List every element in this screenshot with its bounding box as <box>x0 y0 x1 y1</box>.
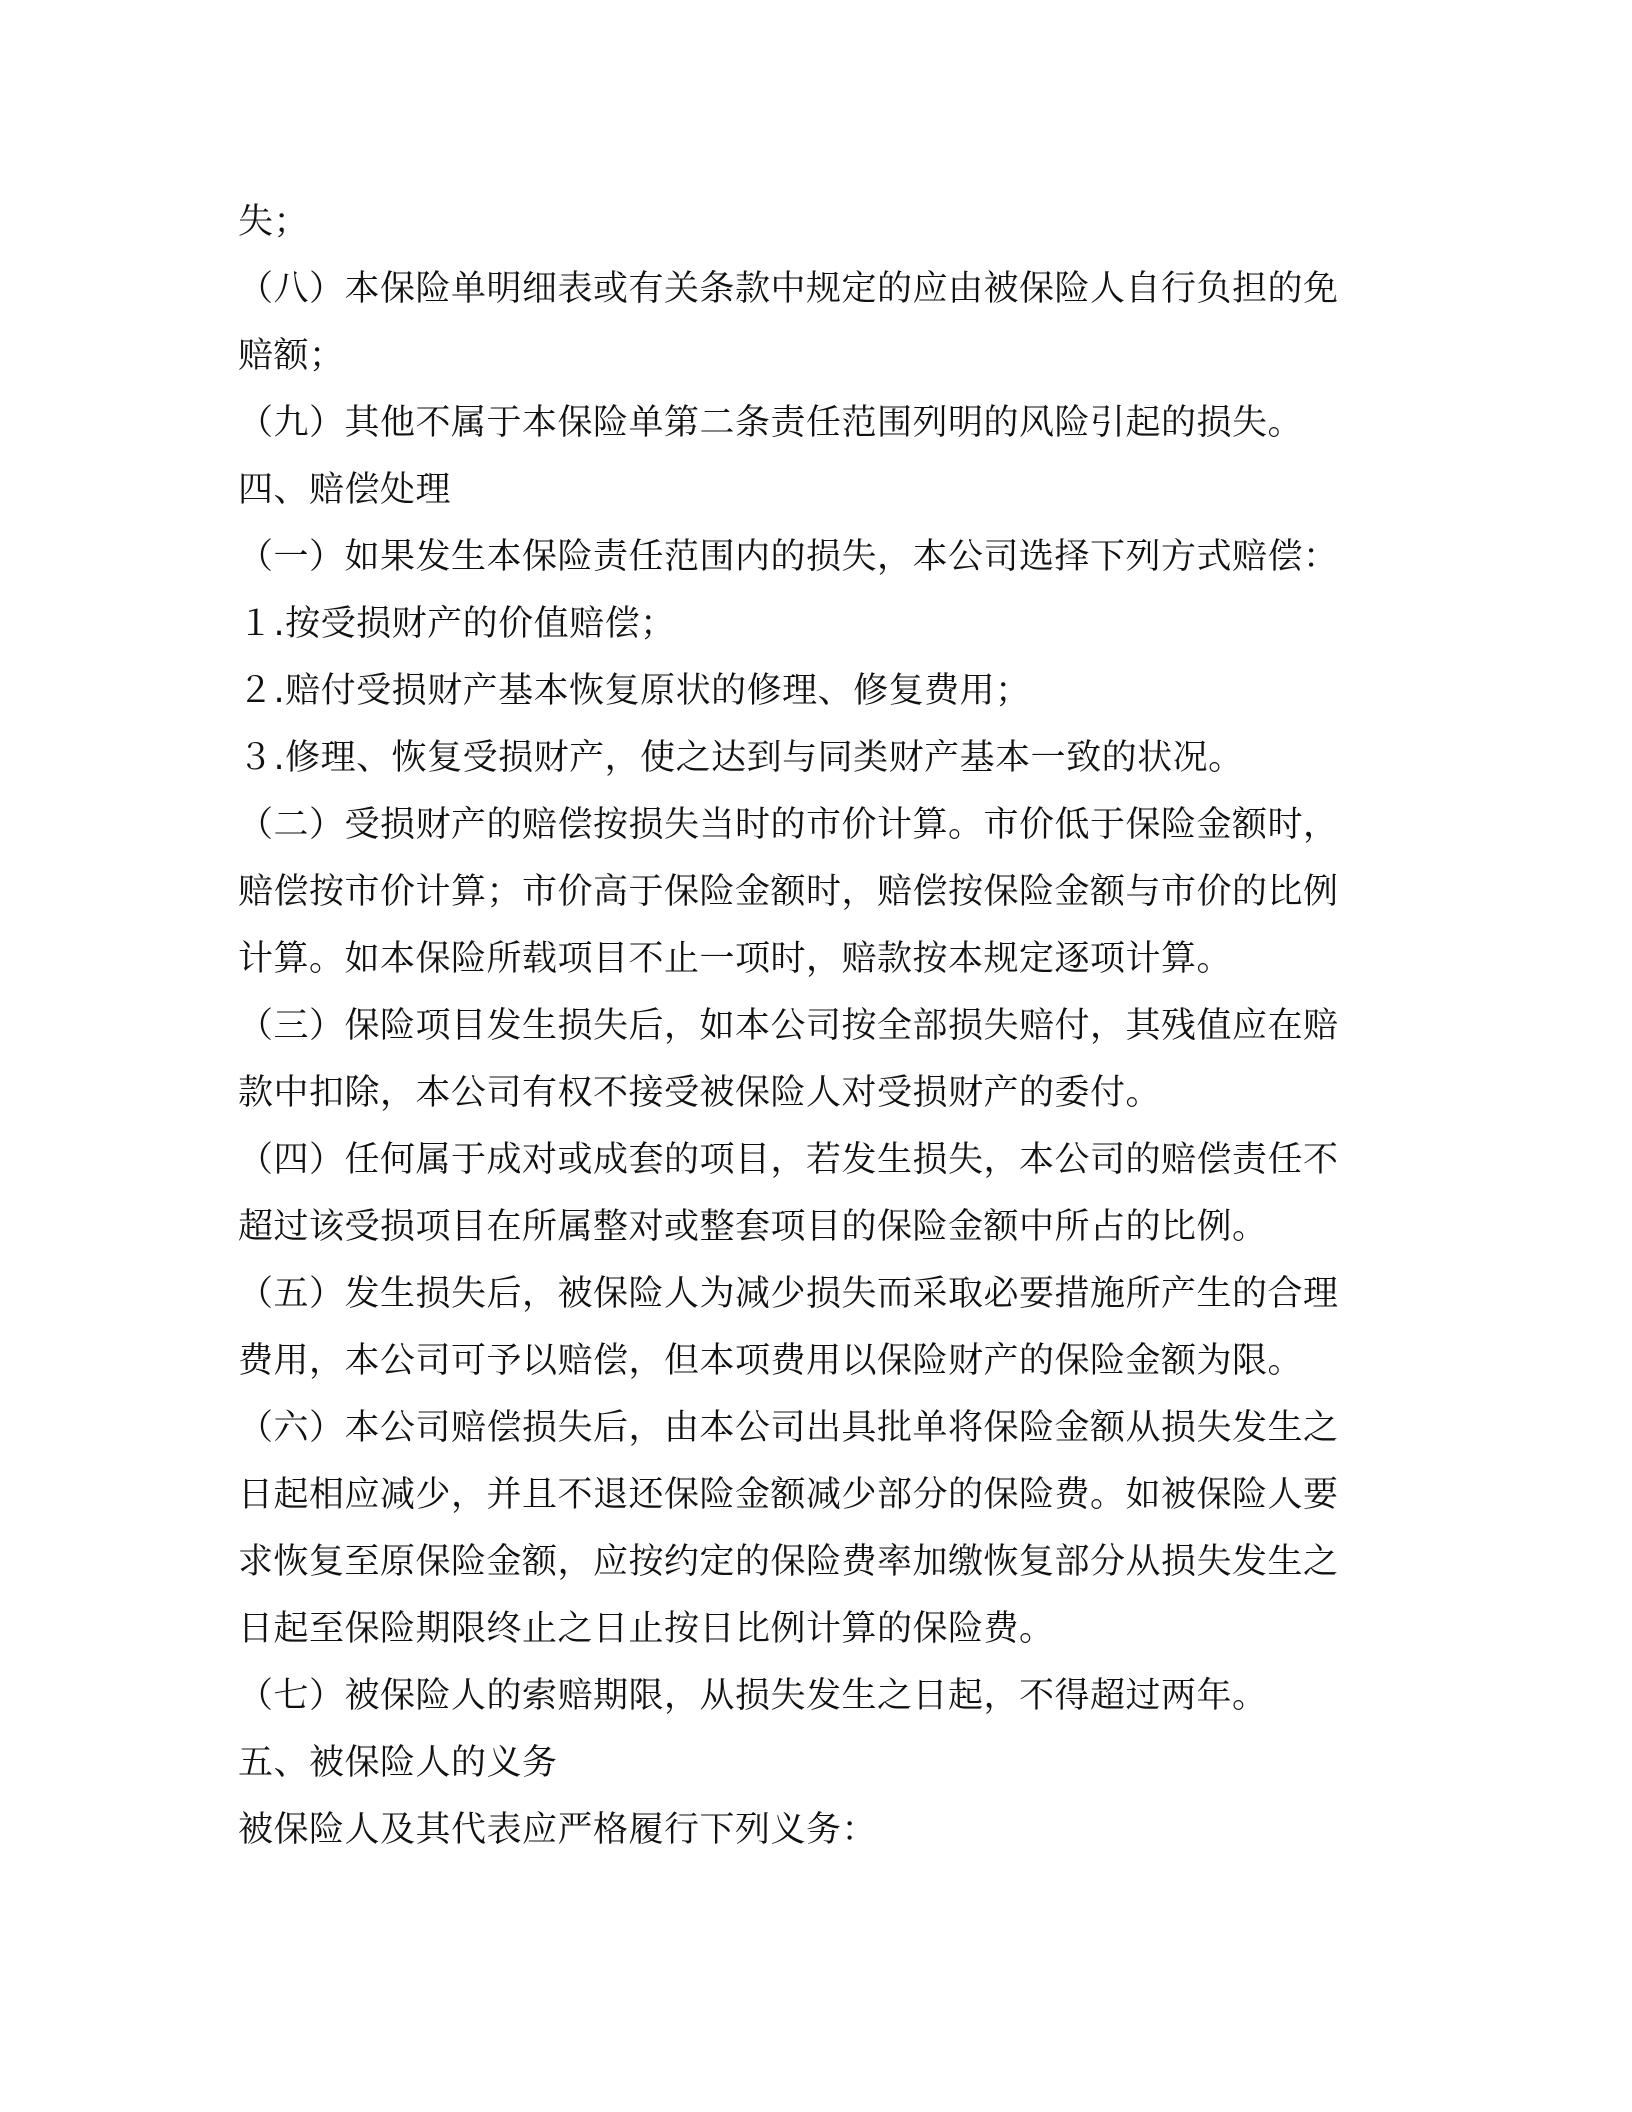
text-line: 款中扣除，本公司有权不接受被保险人对受损财产的委付。 <box>238 1073 1162 1113</box>
text-line: 计算。如本保险所载项目不止一项时，赔款按本规定逐项计算。 <box>238 939 1233 979</box>
text-line: 费用，本公司可予以赔偿，但本项费用以保险财产的保险金额为限。 <box>238 1341 1304 1381</box>
section-heading: 四、赔偿处理 <box>238 470 452 510</box>
document-page <box>238 189 1398 1864</box>
text-line: （五）发生损失后，被保险人为减少损失而采取必要措施所产生的合理 <box>238 1274 1339 1314</box>
text-line: ３.修理、恢复受损财产，使之达到与同类财产基本一致的状况。 <box>238 738 1244 778</box>
text-line: （七）被保险人的索赔期限，从损失发生之日起，不得超过两年。 <box>238 1676 1268 1716</box>
text-line: 失； <box>238 202 310 242</box>
text-line: ２.赔付受损财产基本恢复原状的修理、修复费用； <box>238 671 1031 711</box>
text-line: （六）本公司赔偿损失后，由本公司出具批单将保险金额从损失发生之 <box>238 1408 1339 1448</box>
text-line: 日起相应减少，并且不退还保险金额减少部分的保险费。如被保险人要 <box>238 1475 1339 1515</box>
text-line: （二）受损财产的赔偿按损失当时的市价计算。市价低于保险金额时， <box>238 805 1339 845</box>
section-heading: 五、被保险人的义务 <box>238 1743 558 1783</box>
text-line: （一）如果发生本保险责任范围内的损失，本公司选择下列方式赔偿： <box>238 537 1339 577</box>
text-line: 求恢复至原保险金额，应按约定的保险费率加缴恢复部分从损失发生之 <box>238 1542 1339 1582</box>
text-line: （八）本保险单明细表或有关条款中规定的应由被保险人自行负担的免 <box>238 269 1339 309</box>
text-line: （九）其他不属于本保险单第二条责任范围列明的风险引起的损失。 <box>238 403 1304 443</box>
text-line: 赔偿按市价计算；市价高于保险金额时，赔偿按保险金额与市价的比例 <box>238 872 1339 912</box>
text-line: 被保险人及其代表应严格履行下列义务： <box>238 1810 878 1850</box>
text-line: 日起至保险期限终止之日止按日比例计算的保险费。 <box>238 1609 1055 1649</box>
text-line: （三）保险项目发生损失后，如本公司按全部损失赔付，其残值应在赔 <box>238 1006 1339 1046</box>
text-line: （四）任何属于成对或成套的项目，若发生损失，本公司的赔偿责任不 <box>238 1140 1339 1180</box>
text-line: １.按受损财产的价值赔偿； <box>238 604 676 644</box>
text-line: 超过该受损项目在所属整对或整套项目的保险金额中所占的比例。 <box>238 1207 1268 1247</box>
text-line: 赔额； <box>238 336 345 376</box>
